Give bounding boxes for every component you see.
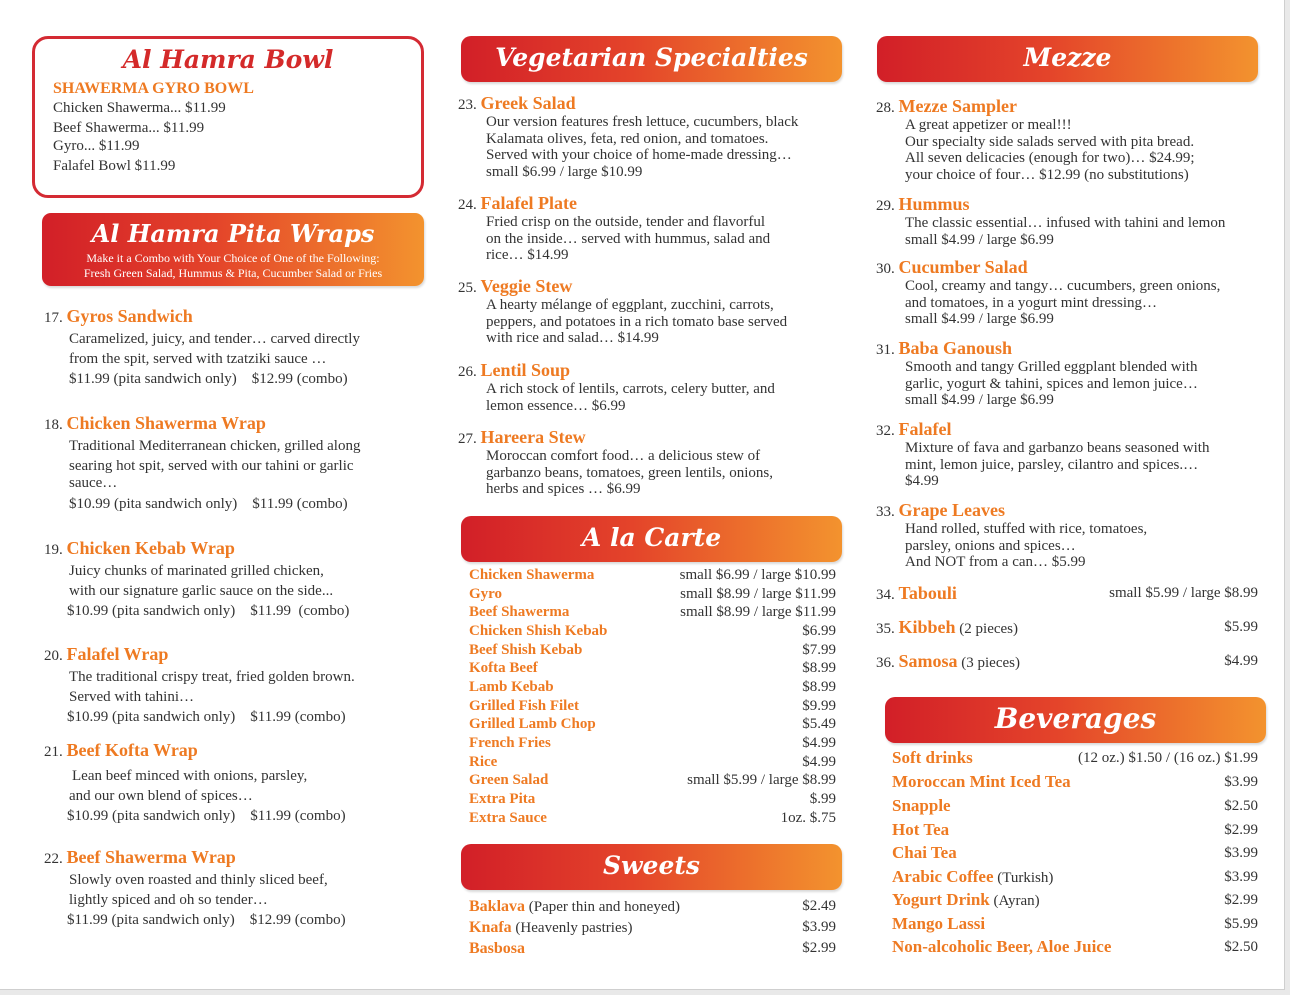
sweets-row xyxy=(469,938,836,959)
carte-item-name: Extra Pita xyxy=(469,791,536,807)
carte-row xyxy=(469,622,836,641)
beverage-name: Snapple xyxy=(892,796,951,815)
item-name: Beef Kofta Wrap xyxy=(66,740,198,760)
sweet-price: $2.49 xyxy=(802,898,836,914)
carte-row xyxy=(469,753,836,772)
carte-item-price: small $5.99 / large $8.99 xyxy=(687,772,836,788)
item-name: Grape Leaves xyxy=(898,500,1005,520)
beverage-name: Soft drinks xyxy=(892,748,973,767)
menu-item-lentil-soup xyxy=(458,360,848,414)
carte-row xyxy=(469,771,836,790)
bowl-title: Al Hamra Bowl xyxy=(122,45,334,74)
item-number: 19. xyxy=(44,542,63,558)
item-number: 20. xyxy=(44,648,63,664)
item-desc: small $4.99 / large $6.99 xyxy=(905,311,1054,327)
carte-item-name: French Fries xyxy=(469,735,551,751)
carte-row xyxy=(469,603,836,622)
sweet-name: Knafa xyxy=(469,919,512,936)
beverage-name: Hot Tea xyxy=(892,820,950,839)
item-price: small $5.99 / large $8.99 xyxy=(1109,585,1258,601)
item-number: 30. xyxy=(876,261,895,277)
item-desc: Kalamata olives, feta, red onion, and tomatoes. xyxy=(486,130,769,147)
sweet-price: $3.99 xyxy=(802,919,836,935)
item-number: 27. xyxy=(458,431,477,447)
carte-item-name: Beef Shish Kebab xyxy=(469,642,583,658)
item-desc: Mixture of fava and garbanzo beans seasoned with xyxy=(905,440,1210,456)
item-name: Chicken Shawerma Wrap xyxy=(66,413,266,433)
item-desc: garbanzo beans, tomatoes, green lentils, onions, xyxy=(486,464,774,481)
carte-row xyxy=(469,809,836,828)
item-desc: and our own blend of spices… xyxy=(69,788,253,804)
item-desc: Traditional Mediterranean chicken, grilled along xyxy=(69,438,361,454)
beverage-row xyxy=(892,747,1258,769)
item-name: Falafel Wrap xyxy=(66,644,169,664)
item-number: 22. xyxy=(44,851,63,867)
carte-item-price: $9.99 xyxy=(802,698,836,714)
item-note: (2 pieces) xyxy=(955,621,1018,637)
item-desc: Cool, creamy and tangy… cucumbers, green onions, xyxy=(905,278,1221,294)
item-number: 24. xyxy=(458,197,477,213)
item-name: Mezze Sampler xyxy=(898,96,1017,116)
menu-item-kibbeh xyxy=(876,616,1258,638)
item-desc: Our version features fresh lettuce, cucumbers, black xyxy=(486,114,799,130)
menu-item-cucumber-salad xyxy=(876,257,1266,328)
item-desc: herbs and spices … $6.99 xyxy=(486,481,641,497)
item-desc: A great appetizer or meal!!! xyxy=(905,117,1072,133)
item-number: 18. xyxy=(44,417,63,433)
menu-item-grape-leaves xyxy=(876,500,1266,571)
item-desc: A hearty mélange of eggplant, zucchini, carrots, xyxy=(486,297,774,313)
menu-item-tabouli xyxy=(876,582,1258,604)
carte-item-price: $.99 xyxy=(809,791,836,807)
item-note: (3 pieces) xyxy=(957,655,1020,671)
bowl-subtitle: SHAWERMA GYRO BOWL xyxy=(53,80,254,97)
item-price: $10.99 (pita sandwich only) $11.99 (combo) xyxy=(69,496,348,512)
carte-item-name: Kofta Beef xyxy=(469,660,538,676)
bowl-box xyxy=(32,36,424,198)
item-desc: lightly spiced and oh so tender… xyxy=(69,892,268,908)
item-name: Kibbeh xyxy=(898,617,956,637)
item-desc: $4.99 xyxy=(905,473,939,489)
menu-item-mezze-sampler xyxy=(876,96,1266,183)
menu-item-chicken-kebab-wrap xyxy=(44,538,424,621)
item-desc: Smooth and tangy Grilled eggplant blended with xyxy=(905,359,1198,375)
item-desc: The classic essential… infused with tahini and lemon xyxy=(905,215,1226,231)
beverage-row xyxy=(892,842,1258,864)
carte-row xyxy=(469,566,836,585)
item-desc: mint, lemon juice, parsley, cilantro and spices.… xyxy=(905,456,1199,473)
item-desc: garlic, yogurt & tahini, spices and lemon juice… xyxy=(905,375,1198,392)
beverage-name: Moroccan Mint Iced Tea xyxy=(892,772,1071,791)
menu-item-greek-salad xyxy=(458,93,848,180)
beverage-price: $2.99 xyxy=(1224,822,1258,838)
item-desc: peppers, and potatoes in a rich tomato base served xyxy=(486,313,788,330)
item-desc: The traditional crispy treat, fried golden brown. xyxy=(69,669,355,685)
beverage-row xyxy=(892,889,1258,911)
carte-item-name: Beef Shawerma xyxy=(469,604,570,620)
sweet-price: $2.99 xyxy=(802,940,836,956)
item-desc: Lean beef minced with onions, parsley, xyxy=(72,768,308,784)
beverage-price: $2.50 xyxy=(1224,798,1258,814)
item-price: $4.99 xyxy=(1224,653,1258,669)
item-name: Falafel xyxy=(898,419,952,439)
item-price: $10.99 (pita sandwich only) $11.99 (combo) xyxy=(67,603,350,619)
menu-item-chicken-shawerma-wrap xyxy=(44,413,424,514)
item-name: Samosa xyxy=(898,651,958,671)
beverage-price: $5.99 xyxy=(1224,916,1258,932)
item-desc: Caramelized, juicy, and tender… carved directly xyxy=(69,331,360,347)
beverage-price: $2.99 xyxy=(1224,892,1258,908)
beverage-name: Yogurt Drink xyxy=(892,890,990,909)
sweets-row xyxy=(469,896,836,917)
beverage-row xyxy=(892,936,1258,958)
beverage-price: (12 oz.) $1.50 / (16 oz.) $1.99 xyxy=(1078,750,1258,766)
item-number: 17. xyxy=(44,310,63,326)
beverage-row xyxy=(892,913,1258,935)
item-number: 35. xyxy=(876,621,899,637)
item-price: $11.99 (pita sandwich only) $12.99 (combo) xyxy=(69,371,348,387)
menu-item-beef-kofta-wrap xyxy=(44,740,424,826)
mezze-banner: Mezze xyxy=(877,36,1258,82)
carte-item-price: small $8.99 / large $11.99 xyxy=(680,604,836,620)
carte-item-price: 1oz. $.75 xyxy=(780,810,836,826)
carte-row xyxy=(469,697,836,716)
carte-item-price: $5.49 xyxy=(802,716,836,732)
item-price: small $6.99 / large $10.99 xyxy=(486,163,643,180)
carte-item-name: Gyro xyxy=(469,586,503,602)
menu-item-gyros-sandwich xyxy=(44,306,424,389)
item-number: 29. xyxy=(876,198,895,214)
menu-item-falafel-wrap xyxy=(44,644,424,727)
carte-item-name: Chicken Shawerma xyxy=(469,567,595,583)
item-desc: Juicy chunks of marinated grilled chicken, xyxy=(69,563,324,579)
item-name: Lentil Soup xyxy=(480,360,571,380)
carte-item-name: Extra Sauce xyxy=(469,810,547,826)
beverage-row xyxy=(892,795,1258,817)
item-desc: small $4.99 / large $6.99 xyxy=(905,231,1054,248)
item-number: 36. xyxy=(876,655,899,671)
carte-item-name: Rice xyxy=(469,754,498,770)
sweet-name: Basbosa xyxy=(469,940,526,957)
item-number: 31. xyxy=(876,342,895,358)
carte-row xyxy=(469,734,836,753)
item-desc: sauce… xyxy=(69,475,118,491)
carte-item-price: $4.99 xyxy=(802,754,836,770)
item-number: 26. xyxy=(458,364,477,380)
item-desc: lemon essence… $6.99 xyxy=(486,397,626,414)
item-name: Beef Shawerma Wrap xyxy=(66,847,236,867)
beverage-row xyxy=(892,771,1258,793)
item-number: 23. xyxy=(458,97,477,113)
item-name: Hareera Stew xyxy=(480,427,586,447)
item-desc: your choice of four… $12.99 (no substitutions) xyxy=(905,166,1189,183)
item-desc: searing hot spit, served with our tahini or garlic xyxy=(69,458,354,474)
menu-item-hareera-stew xyxy=(458,427,848,498)
carte-item-price: small $6.99 / large $10.99 xyxy=(679,567,836,583)
item-desc: Hand rolled, stuffed with rice, tomatoes, xyxy=(905,521,1148,537)
carte-item-price: $8.99 xyxy=(802,660,836,676)
sweets-banner: Sweets xyxy=(461,844,842,890)
beverage-price: $3.99 xyxy=(1224,869,1258,885)
item-desc: Served with your choice of home-made dressing… xyxy=(486,147,792,163)
carte-item-price: $6.99 xyxy=(802,623,836,639)
menu-item-falafel xyxy=(876,419,1266,490)
item-name: Cucumber Salad xyxy=(898,257,1028,277)
sweet-note: (Paper thin and honeyed) xyxy=(525,899,680,915)
carte-item-name: Grilled Lamb Chop xyxy=(469,716,596,732)
item-name: Hummus xyxy=(898,194,970,214)
item-name: Tabouli xyxy=(898,583,957,603)
beverage-name: Mango Lassi xyxy=(892,914,986,933)
item-desc: and tomatoes, in a yogurt mint dressing… xyxy=(905,294,1158,311)
sweet-note: (Heavenly pastries) xyxy=(511,920,633,936)
carte-row xyxy=(469,659,836,678)
a-la-carte-banner: A la Carte xyxy=(461,516,842,562)
carte-row xyxy=(469,585,836,604)
carte-item-price: $7.99 xyxy=(802,642,836,658)
item-desc: A rich stock of lentils, carrots, celery butter, and xyxy=(486,381,775,397)
item-desc: And NOT from a can… $5.99 xyxy=(905,554,1086,570)
item-desc: Our specialty side salads served with pita bread. xyxy=(905,133,1195,150)
carte-row xyxy=(469,641,836,660)
wraps-combo-options: Fresh Green Salad, Hummus & Pita, Cucumber Salad or Fries xyxy=(83,266,383,280)
item-number: 28. xyxy=(876,100,895,116)
carte-row xyxy=(469,715,836,734)
bowl-line: Beef Shawerma... $11.99 xyxy=(53,120,205,136)
item-desc: Moroccan comfort food… a delicious stew of xyxy=(486,448,761,464)
item-number: 21. xyxy=(44,744,63,760)
menu-item-hummus xyxy=(876,194,1266,248)
item-number: 32. xyxy=(876,423,895,439)
wraps-title: Al Hamra Pita Wraps xyxy=(91,219,375,248)
item-name: Falafel Plate xyxy=(480,193,577,213)
item-desc: with our signature garlic sauce on the side... xyxy=(69,583,334,599)
menu-item-baba-ganoush xyxy=(876,338,1266,409)
item-desc: Fried crisp on the outside, tender and flavorful xyxy=(486,214,766,230)
carte-row xyxy=(469,790,836,809)
item-name: Chicken Kebab Wrap xyxy=(66,538,235,558)
item-name: Veggie Stew xyxy=(480,276,573,296)
item-price: $5.99 xyxy=(1224,619,1258,635)
carte-item-name: Lamb Kebab xyxy=(469,679,554,695)
item-name: Greek Salad xyxy=(480,93,576,113)
item-price: $10.99 (pita sandwich only) $11.99 (combo) xyxy=(67,709,346,725)
vegetarian-banner: Vegetarian Specialties xyxy=(461,36,842,82)
item-price: $10.99 (pita sandwich only) $11.99 (combo) xyxy=(67,808,346,824)
item-desc: small $4.99 / large $6.99 xyxy=(905,392,1054,408)
bowl-line: Gyro... $11.99 xyxy=(53,138,140,154)
sweet-name: Baklava xyxy=(469,898,526,915)
beverage-name: Non-alcoholic Beer, Aloe Juice xyxy=(892,937,1112,956)
item-desc: on the inside… served with hummus, salad and xyxy=(486,230,771,247)
beverage-price: $3.99 xyxy=(1224,774,1258,790)
item-number: 25. xyxy=(458,280,477,296)
item-name: Baba Ganoush xyxy=(898,338,1013,358)
menu-item-samosa xyxy=(876,650,1258,672)
item-number: 33. xyxy=(876,504,895,520)
menu-item-veggie-stew xyxy=(458,276,848,347)
menu-item-beef-shawerma-wrap xyxy=(44,847,424,930)
item-price: $11.99 (pita sandwich only) $12.99 (combo) xyxy=(67,912,346,928)
carte-item-name: Chicken Shish Kebab xyxy=(469,623,608,639)
beverage-name: Arabic Coffee xyxy=(892,867,994,886)
carte-item-name: Green Salad xyxy=(469,772,549,788)
item-desc: Slowly oven roasted and thinly sliced beef, xyxy=(69,872,328,888)
sweets-row xyxy=(469,917,836,938)
carte-item-price: $8.99 xyxy=(802,679,836,695)
beverage-note: (Turkish) xyxy=(993,870,1054,886)
beverage-row xyxy=(892,866,1258,888)
item-desc: parsley, onions and spices… xyxy=(905,537,1076,554)
carte-item-price: $4.99 xyxy=(802,735,836,751)
wraps-banner xyxy=(42,213,424,286)
carte-item-price: small $8.99 / large $11.99 xyxy=(680,586,836,602)
wraps-combo-note: Make it a Combo with Your Choice of One of the Following: xyxy=(86,251,380,265)
beverage-price: $3.99 xyxy=(1224,845,1258,861)
beverage-price: $2.50 xyxy=(1224,939,1258,955)
item-desc: Served with tahini… xyxy=(69,689,194,705)
beverage-name: Chai Tea xyxy=(892,843,957,862)
item-desc: from the spit, served with tzatziki sauce … xyxy=(69,351,327,367)
item-desc: with rice and salad… $14.99 xyxy=(486,330,659,346)
carte-row xyxy=(469,678,836,697)
item-name: Gyros Sandwich xyxy=(66,306,193,326)
bowl-line: Chicken Shawerma... $11.99 xyxy=(53,100,226,116)
bowl-line: Falafel Bowl $11.99 xyxy=(53,158,176,174)
beverage-row xyxy=(892,819,1258,841)
item-desc: rice… $14.99 xyxy=(486,247,569,263)
menu-item-falafel-plate xyxy=(458,193,848,264)
item-desc: All seven delicacies (enough for two)… $24.99; xyxy=(905,150,1195,166)
beverages-banner: Beverages xyxy=(885,697,1266,743)
beverage-note: (Ayran) xyxy=(989,893,1040,909)
item-number: 34. xyxy=(876,587,899,603)
carte-item-name: Grilled Fish Filet xyxy=(469,698,579,714)
